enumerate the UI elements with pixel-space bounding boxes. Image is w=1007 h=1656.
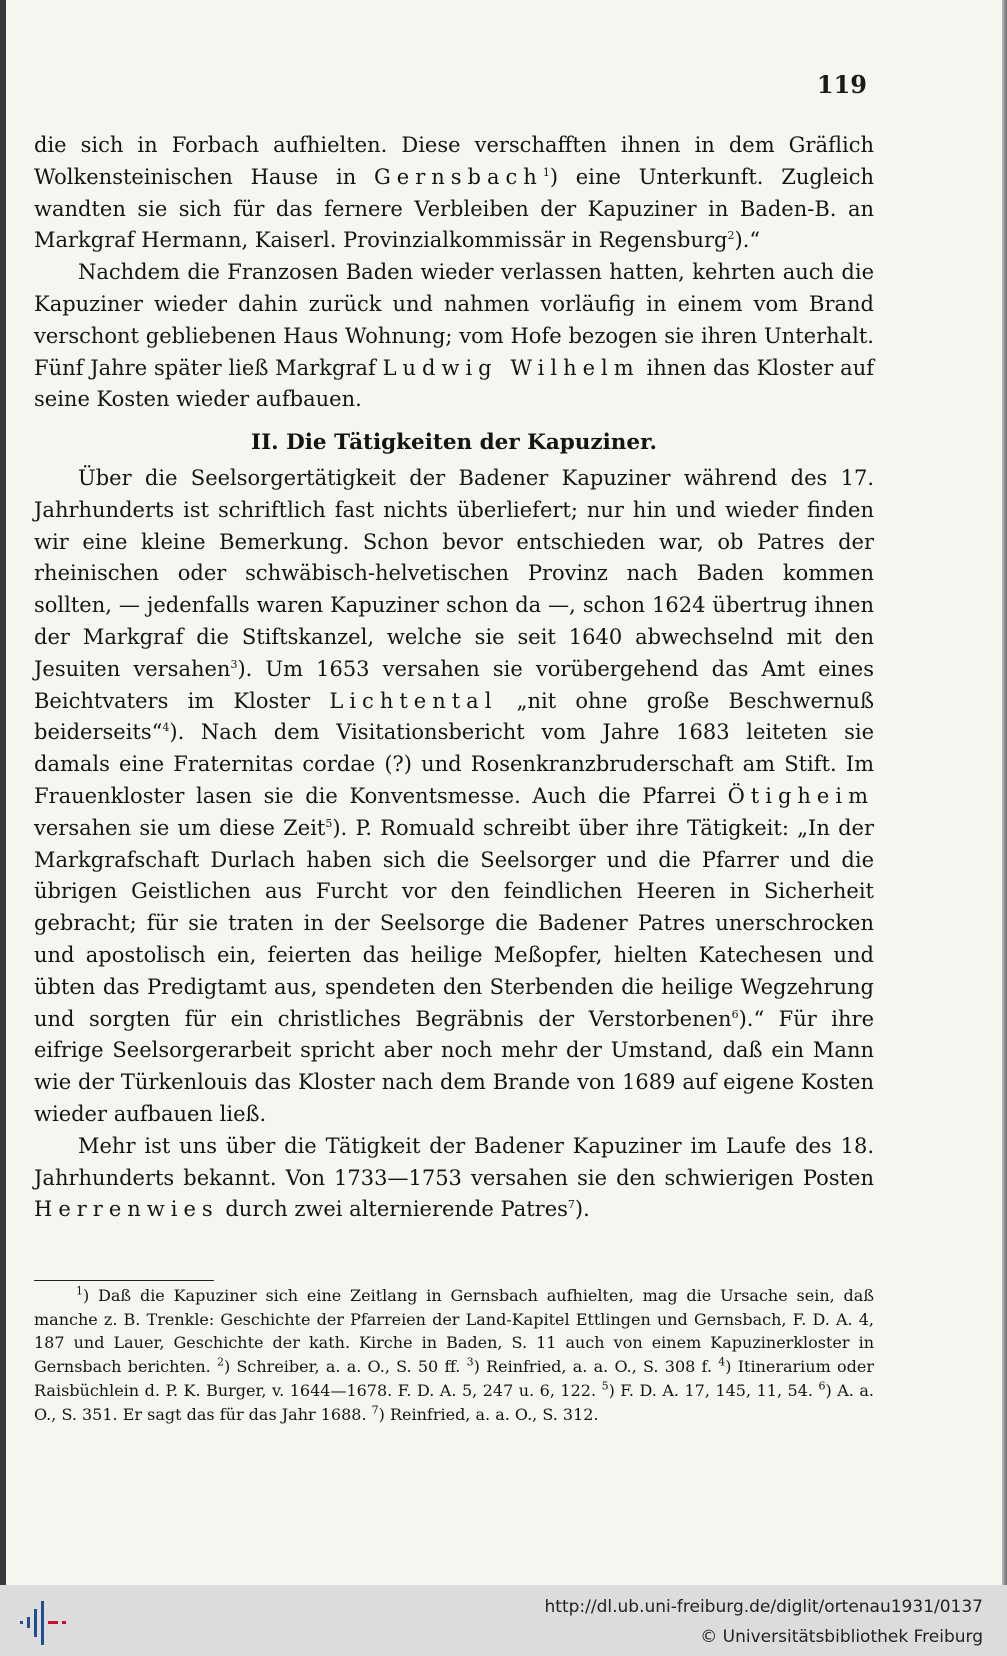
paragraph-3: Über die Seelsorgertätigkeit der Badener Kapuziner während des 17. Jahrhunderts ist schriftlich fast nichts überliefert; nur hin und wieder finden wir eine kleine Bemerkung. Schon bevor entschieden war, ob Patres der rheinischen oder schwäbisch-helvetischen Provinz nach Baden kommen sollten, — jedenfalls waren Kapuziner schon da —, schon 1624 übertrug ihnen der Markgraf die Stiftskanzel, welche sie seit 1640 abwechselnd mit den Jesuiten versahen$^3$). Um 1653 versahen sie vorübergehend das Amt eines Beichtvaters im Kloster Lichtental „nit ohne große Beschwernuß beiderseits“$^4$). Nach dem Visitationsbericht vom Jahre 1683 leiteten sie damals eine Fraternitas cordae (?) und Rosenkranzbruderschaft am Stift. Im Frauenkloster lasen sie die Konventsmesse. Auch die Pfarrei Ötigheim versahen sie um diese Zeit$^5$). P. Romuald schreibt über ihre Tätigkeit: „In der Markgrafschaft Durlach haben sich die Seelsorger und die Pfarrer und die übrigen Geistlichen aus Furcht vor den feindlichen Heeren in Sicherheit gebracht; für sie traten in der Seelsorge die Badener Patres unerschrocken und apostolisch ein, feierten das heilige Meßopfer, hielten Katechesen und übten das Predigtamt aus, spendeten den Sterbenden die heilige Wegzehrung und sorgten für ein christliches Begräbnis der Verstorbenen$^6$).“ Für ihre eifrige Seelsorgerarbeit spricht aber noch mehr der Umstand, daß ein Mann wie der Türkenlouis das Kloster nach dem Brande von 1689 auf eigene Kosten wieder aufbauen ließ. (34, 465, 874, 1126)
section-heading: II. Die Tätigkeiten der Kapuziner. (251, 430, 657, 456)
page-number: 119 (816, 70, 867, 99)
ub-freiburg-logo-icon (14, 1595, 74, 1649)
name-ludwig-wilhelm: Ludwig Wilhelm (382, 355, 640, 380)
permalink-url[interactable]: http://dl.ub.uni-freiburg.de/diglit/ortenau1931/0137 (544, 1597, 983, 1617)
body-text (34, 130, 874, 1226)
footnote-ref: 5 (325, 816, 333, 830)
page-edge-right (1002, 0, 1007, 1585)
footnote-ref: 2 (727, 229, 735, 243)
viewer-footer (0, 1585, 1007, 1656)
copyright-notice: © Universitätsbibliothek Freiburg (700, 1627, 983, 1647)
footnote-ref: 1 (542, 165, 550, 179)
paragraph-4: Mehr ist uns über die Tätigkeit der Badener Kapuziner im Laufe des 18. Jahrhunderts bekannt. Von 1733—1753 versahen sie den schwierigen Posten Herrenwies durch zwei alternierende Patres$^7$). (34, 1133, 874, 1222)
footnote-ref: 3 (230, 657, 238, 671)
page-edge-left (0, 0, 6, 1585)
place-oetigheim: Ötigheim (727, 783, 874, 808)
paragraph-1: die sich in Forbach aufhielten. Diese verschafften ihnen in dem Gräflich Wolkensteinischen Hause in Gernsbach$^1$) eine Unterkunft. Zugleich wandten sie sich für das fernere Verbleiben der Kapuziner in Baden-B. an Markgraf Hermann, Kaiserl. Provinzialkommissär in Regensburg$^2$).“ (34, 133, 874, 253)
footnotes (34, 1284, 874, 1426)
footnote-ref: 4 (162, 721, 170, 735)
paragraph-2: Nachdem die Franzosen Baden wieder verlassen hatten, kehrten auch die Kapuziner wieder dahin zurück und nahmen vorläufig in einem vom Brand verschont gebliebenen Haus Wohnung; vom Hofe bezogen sie ihren Unterhalt. Fünf Jahre später ließ Markgraf Ludwig Wilhelm ihnen das Kloster auf seine Kosten wieder aufbauen. (34, 260, 874, 412)
place-lichtental: Lichtental (329, 688, 498, 713)
footnote-ref: 6 (731, 1007, 739, 1021)
place-gernsbach: Gernsbach (374, 164, 543, 189)
footnote-divider (34, 1280, 214, 1281)
place-herrenwies: Herrenwies (34, 1197, 219, 1222)
footnote-ref: 7 (567, 1198, 575, 1212)
footnote-block: $^1$) Daß die Kapuziner sich eine Zeitlang in Gernsbach aufhielten, mag die Ursache sein, daß manche z. B. Trenkle: Geschichte der Pfarreien der Land-Kapitel Ettlingen und Gernsbach, F. D. A. 4, 187 und Lauer, Geschichte der kath. Kirche in Baden, S. 11 auch von einem Kapuzinerkloster in Gernsbach berichten. $^2$) Schreiber, a. a. O., S. 50 ff. $^3$) Reinfried, a. a. O., S. 308 f. $^4$) Itinerarium oder Raisbüchlein d. P. K. Burger, v. 1644—1678. F. D. A. 5, 247 u. 6, 122. $^5$) F. D. A. 17, 145, 11, 54. $^6$) A. a. O., S. 351. Er sagt das für das Jahr 1688. $^7$) Reinfried, a. a. O., S. 312. (34, 1284, 875, 1424)
